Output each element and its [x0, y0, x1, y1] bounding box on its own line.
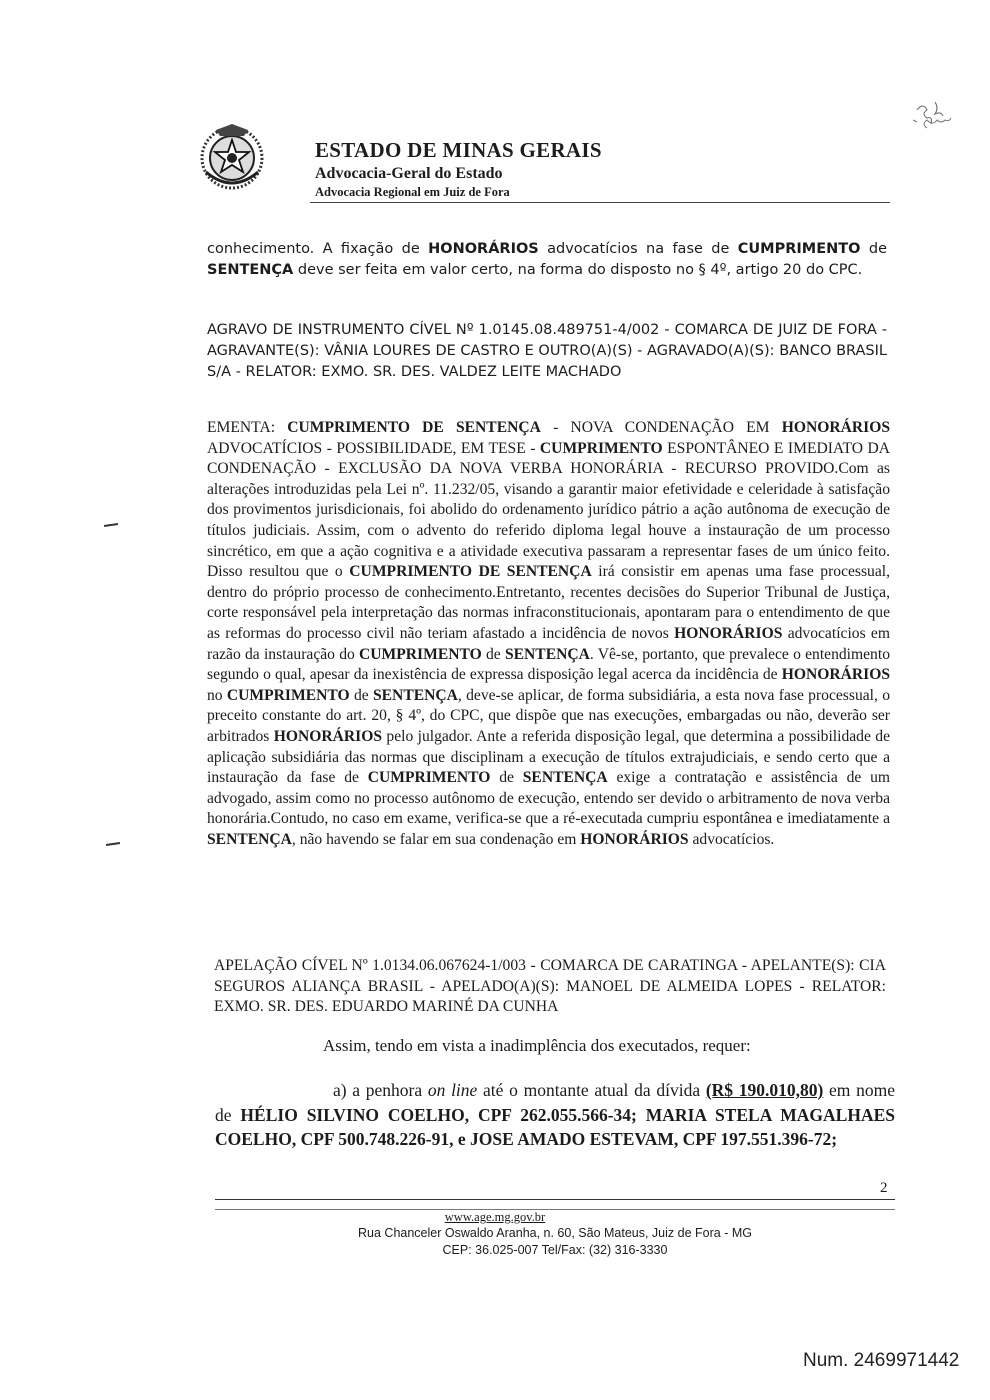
debt-amount: (R$ 190.010,80)	[705, 1080, 824, 1100]
coat-of-arms-icon	[196, 120, 268, 192]
footer-cep: CEP: 36.025-007 Tel/Fax: (32) 316-3330	[442, 1243, 668, 1257]
document-number-stamp: Num. 2469971442	[803, 1350, 960, 1371]
paragraph-agravo-citation: AGRAVO DE INSTRUMENTO CÍVEL Nº 1.0145.08.489751-4/002 - COMARCA DE JUIZ DE FORA - AGRAVANTE(S): VÂNIA LOURES DE CASTRO E OUTRO(A)(S) - AGRAVADO(A)(S): BANCO BRASIL S/A - RELATOR: EXMO. SR. DES. VALDEZ LEITE MACHADO	[207, 322, 887, 380]
margin-mark	[104, 523, 118, 527]
request-intro: Assim, tendo em vista a inadimplência dos executados, requer:	[323, 1036, 751, 1055]
margin-mark	[106, 842, 120, 846]
paragraph-ementa: EMENTA: CUMPRIMENTO DE SENTENÇA - NOVA CONDENAÇÃO EM HONORÁRIOS ADVOCATÍCIOS - POSSIBILIDADE, EM TESE - CUMPRIMENTO ESPONTÂNEO E IMEDIATO DA CONDENAÇÃO - EXCLUSÃO DA NOVA VERBA HONORÁRIA - RECURSO PROVIDO.Com as alterações introduzidas pela Lei nº. 11.232/05, visando a garantir maior efetividade e celeridade à satisfação dos provimentos jurisdicionais, foi abolido do ordenamento jurídico pátrio a ação autônoma de execução de títulos judiciais. Assim, com o advento do referido diploma legal houve a instauração de um processo sincrético, em que a ação cognitiva e a atividade executiva passaram a representar fases de um único feito. Disso resultou que o CUMPRIMENTO DE SENTENÇA irá consistir em apenas uma fase processual, dentro do próprio processo de conhecimento.Entretanto, recentes decisões do Superior Tribunal de Justiça, corte responsável pela interpretação das normas infraconstitucionais, apontaram para o entendimento de que as reformas do processo civil não teriam afastado a incidência de novos HONORÁRIOS advocatícios em razão da instauração do CUMPRIMENTO de SENTENÇA. Vê-se, portanto, que prevalece o entendimento segundo o qual, apesar da inexistência de expressa disposição legal acerca da incidência de HONORÁRIOS no CUMPRIMENTO de SENTENÇA, deve-se aplicar, de forma subsidiária, a esta nova fase processual, o preceito constante do art. 20, § 4º, do CPC, que dispõe que nas execuções, embargadas ou não, deverão ser arbitrados HONORÁRIOS pelo julgador. Ante a referida disposição legal, que determina a possibilidade de aplicação subsidiária das normas que disciplinam a execução de títulos extrajudiciais, e sendo certo que a instauração da fase de CUMPRIMENTO de SENTENÇA exige a contratação e assistência de um advogado, assim como no processo autônomo de execução, entendo ser devido o arbitramento de nova verba honorária.Contudo, no caso em exame, verifica-se que a ré-executada cumpriu espontânea e imediatamente a SENTENÇA, não havendo se falar em sua condenação em HONORÁRIOS advocatícios.	[207, 419, 891, 848]
handwritten-page-mark	[905, 92, 965, 142]
header-subtitle: Advocacia-Geral do Estado	[315, 165, 503, 182]
paragraph-honorarios-fixation: conhecimento. A fixação de HONORÁRIOS advocatícios na fase de CUMPRIMENTO de SENTENÇA deve ser feita em valor certo, na forma do disposto no § 4º, artigo 20 do CPC.	[207, 241, 887, 278]
header-office: Advocacia Regional em Juiz de Fora	[315, 185, 510, 199]
page-number: 2	[880, 1180, 888, 1196]
paragraph-apelacao-citation: APELAÇÃO CÍVEL Nº 1.0134.06.067624-1/003 - COMARCA DE CARATINGA - APELANTE(S): CIA SEGUROS ALIANÇA BRASIL - APELADO(A)(S): MANOEL DE ALMEIDA LOPES - RELATOR: EXMO. SR. DES. EDUARDO MARINÉ DA CUNHA	[214, 957, 886, 1016]
footer-rule	[215, 1199, 895, 1200]
footer-url: www.age.mg.gov.br	[444, 1210, 546, 1224]
header-title: ESTADO DE MINAS GERAIS	[315, 138, 602, 162]
request-item-a: a) a penhora on line até o montante atual da dívida (R$ 190.010,80) em nome de HÉLIO SILVINO COELHO, CPF 262.055.566-34; MARIA STELA MAGALHAES COELHO, CPF 500.748.226-91, e JOSE AMADO ESTEVAM, CPF 197.551.396-72;	[215, 1080, 896, 1149]
header-rule	[310, 202, 890, 203]
footer-address: Rua Chanceler Oswaldo Aranha, n. 60, São Mateus, Juiz de Fora - MG	[358, 1226, 752, 1240]
